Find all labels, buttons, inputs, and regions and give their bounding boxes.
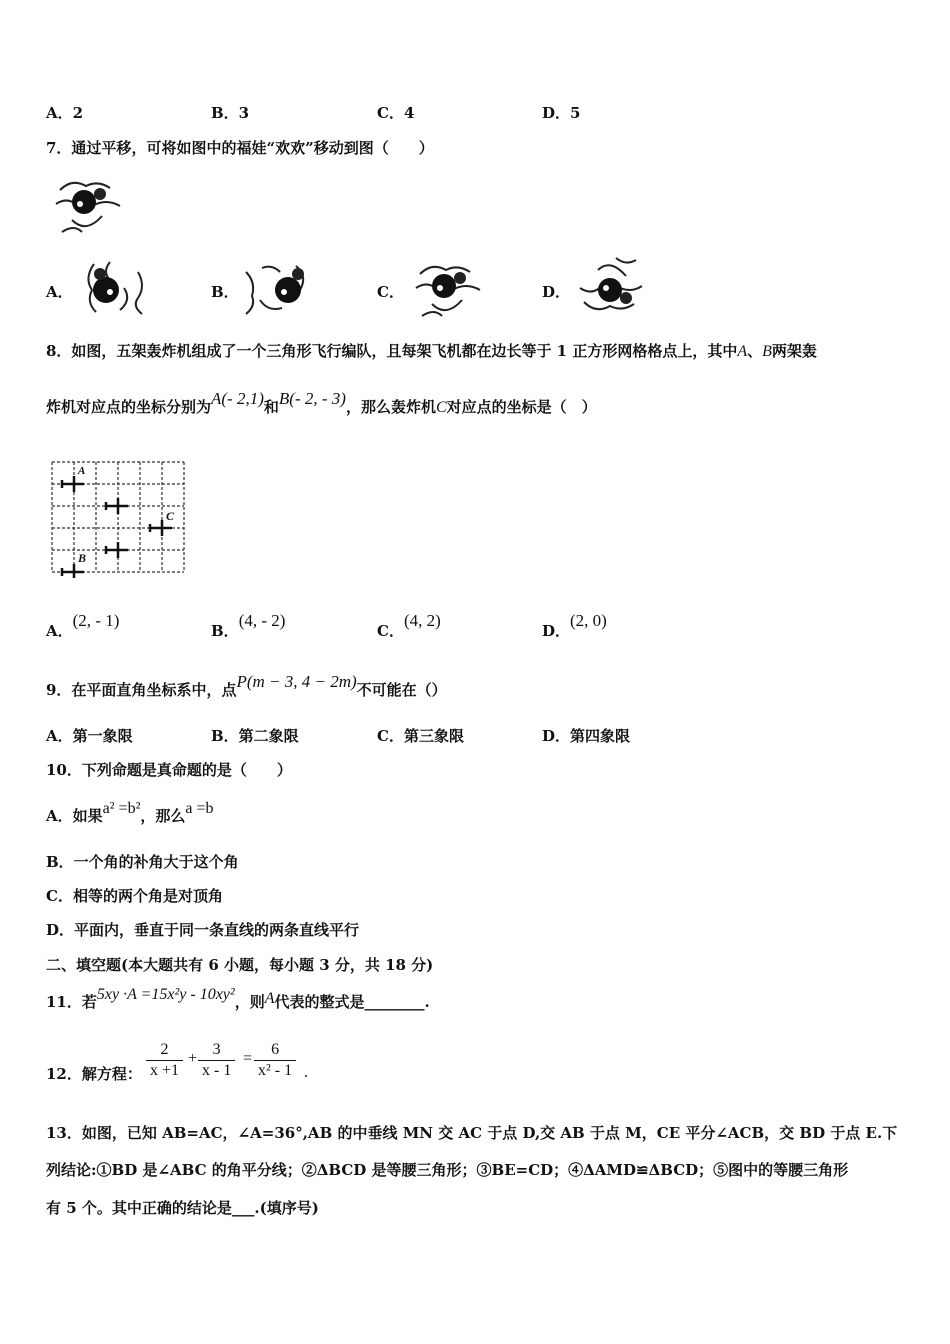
grid-label-c: C xyxy=(166,509,175,523)
q9-option-d[interactable]: D．第四象限 xyxy=(542,727,631,745)
q8-coord-b: B(- 2, - 3) xyxy=(278,389,346,408)
q8-stem-line1 xyxy=(46,340,817,361)
q8-stem-text-2: 两架轰 xyxy=(771,342,817,360)
q6-option-a[interactable]: A．2 xyxy=(46,104,84,122)
q11-suffix: 代表的整式是________. xyxy=(274,993,430,1011)
grid-label-a: A xyxy=(78,465,86,477)
q9-option-c[interactable]: C．第三象限 xyxy=(377,727,464,745)
q7-stem: 7．通过平移，可将如图中的福娃“欢欢”移动到图（ ） xyxy=(46,139,434,157)
q12-fraction-3 xyxy=(254,1040,296,1081)
q8-option-b-letter: B． xyxy=(211,622,239,640)
q8-option-b-value: (4, - 2) xyxy=(238,611,286,630)
q10-option-a-condition: a² =b² xyxy=(102,800,141,817)
q12-fraction-1 xyxy=(146,1040,183,1081)
q9-stem xyxy=(46,672,447,700)
q8-coord-a: A(- 2,1) xyxy=(211,389,264,408)
bomber-formation-grid xyxy=(48,458,190,580)
q6-option-c[interactable]: C．4 xyxy=(377,104,415,122)
q12-fraction-2-num: 3 xyxy=(198,1040,235,1061)
q8-and: 和 xyxy=(263,398,279,416)
q8-option-d-value: (2, 0) xyxy=(570,611,607,630)
q7-option-c[interactable]: C． xyxy=(377,283,404,301)
q8-separator: 、 xyxy=(747,342,763,360)
q8-option-a-value: (2, - 1) xyxy=(72,611,120,630)
q8-label-c: C xyxy=(435,399,447,416)
q11-prefix: 11．若 xyxy=(46,993,97,1011)
q7-option-b[interactable]: B． xyxy=(211,283,239,301)
q12-plus: + xyxy=(188,1050,198,1067)
q8-stem-text-5: 对应点的坐标是（ ） xyxy=(446,398,597,416)
q7-option-a[interactable]: A． xyxy=(46,283,73,301)
q12-prefix: 12．解方程： xyxy=(46,1065,142,1083)
q8-stem-line2 xyxy=(46,389,597,417)
plane-center-icon xyxy=(106,498,128,514)
mascot-option-a-figure xyxy=(80,258,150,318)
q12-fraction-3-den: x² - 1 xyxy=(258,1062,293,1079)
q10-option-a-prefix: A．如果 xyxy=(46,807,103,825)
q8-option-d[interactable] xyxy=(542,611,607,641)
q8-option-d-letter: D． xyxy=(542,622,571,640)
plane-b-icon xyxy=(62,564,84,578)
q11-mid: ，则 xyxy=(234,993,265,1011)
q6-option-d[interactable]: D．5 xyxy=(542,104,581,122)
q9-option-a[interactable]: A．第一象限 xyxy=(46,727,133,745)
grid-label-b: B xyxy=(78,551,87,565)
q10-option-d[interactable]: D．平面内，垂直于同一条直线的两条直线平行 xyxy=(46,921,360,939)
mascot-reference-figure xyxy=(52,176,124,238)
q12-fraction-3-num: 6 xyxy=(254,1040,296,1061)
q7-option-d[interactable]: D． xyxy=(542,283,571,301)
q12-fraction-2-den: x - 1 xyxy=(202,1062,232,1079)
q8-option-a-letter: A． xyxy=(46,622,73,640)
q10-option-c[interactable]: C．相等的两个角是对顶角 xyxy=(46,887,223,905)
q12-fraction-1-den: x +1 xyxy=(150,1062,180,1079)
q8-option-c-value: (4, 2) xyxy=(403,611,441,630)
mascot-option-d-figure xyxy=(576,254,646,316)
q11-var: A xyxy=(264,990,275,1007)
q8-label-a: A xyxy=(737,343,748,360)
q10-option-b[interactable]: B．一个角的补角大于这个角 xyxy=(46,853,239,871)
q8-option-b[interactable] xyxy=(211,611,286,641)
q8-stem-text-4: ，那么轰炸机 xyxy=(345,398,436,416)
q8-label-b: B xyxy=(762,343,772,360)
q8-option-c-letter: C． xyxy=(377,622,404,640)
q8-stem-text-3: 炸机对应点的坐标分别为 xyxy=(46,398,212,416)
q9-stem-text-2: 不可能在（） xyxy=(356,681,447,699)
q6-option-b[interactable]: B．3 xyxy=(211,104,250,122)
q13-line-2: 列结论:①BD 是∠ABC 的角平分线；②ΔBCD 是等腰三角形；③BE=CD；④ΔAMD≌ΔBCD；⑤图中的等腰三角形 xyxy=(46,1161,849,1179)
q10-stem: 10．下列命题是真命题的是（ ） xyxy=(46,761,292,779)
mascot-option-b-figure xyxy=(242,260,316,318)
q13-line-3: 有 5 个。其中正确的结论是___.(填序号) xyxy=(46,1199,319,1217)
q9-stem-text: 9．在平面直角坐标系中，点 xyxy=(46,681,237,699)
q11-equation: 5xy ·A =15x²y - 10xy² xyxy=(96,986,235,1003)
section-title: 二、填空题(本大题共有 6 小题，每小题 3 分，共 18 分) xyxy=(46,956,434,974)
q12-end: . xyxy=(304,1064,308,1081)
q10-option-a-result: a =b xyxy=(185,800,214,817)
q13-line-1: 13．如图，已知 AB=AC，∠A=36°,AB 的中垂线 MN 交 AC 于点 D,交 AB 于点 M，CE 平分∠ACB，交 BD 于点 E.下 xyxy=(46,1124,898,1142)
q8-option-c[interactable] xyxy=(377,611,441,641)
q8-option-a[interactable] xyxy=(46,611,120,641)
q9-option-b[interactable]: B．第二象限 xyxy=(211,727,299,745)
q12-fraction-1-num: 2 xyxy=(146,1040,183,1061)
q12-fraction-2 xyxy=(198,1040,235,1081)
q11-stem xyxy=(46,986,430,1012)
q8-stem-text: 8．如图，五架轰炸机组成了一个三角形飞行编队，且每架飞机都在边长等于 1 正方形网格格点上，其中 xyxy=(46,342,738,360)
q10-option-a-mid: ，那么 xyxy=(140,807,186,825)
plane-lower-icon xyxy=(106,542,128,558)
q12-equals: = xyxy=(243,1050,253,1067)
q10-option-a[interactable] xyxy=(46,800,214,826)
plane-a-icon xyxy=(62,476,84,492)
q9-point: P(m − 3, 4 − 2m) xyxy=(236,672,357,691)
mascot-option-c-figure xyxy=(412,260,484,320)
